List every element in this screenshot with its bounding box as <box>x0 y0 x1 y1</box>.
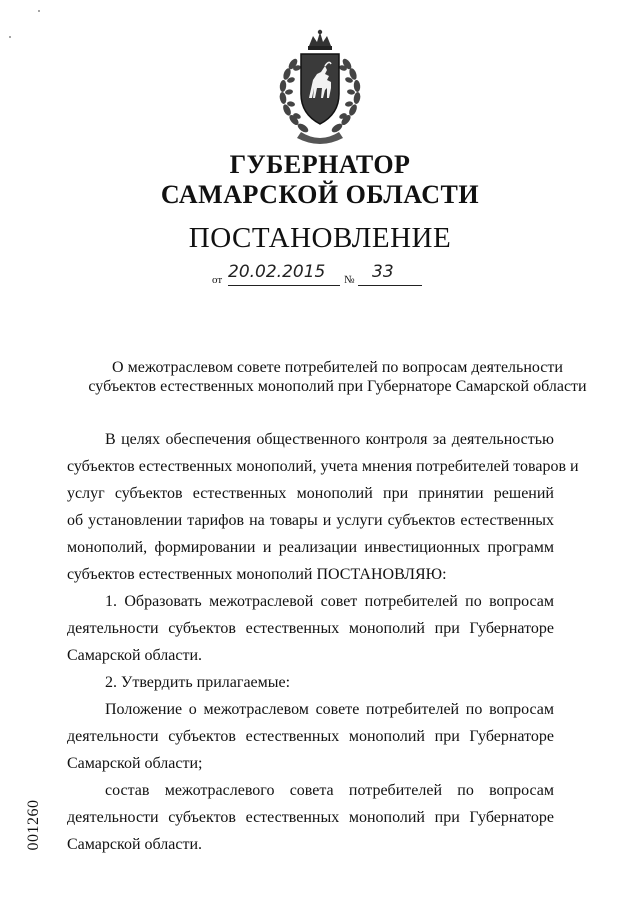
body-line: Самарской области. <box>67 647 202 664</box>
date-underline <box>228 285 340 286</box>
coat-of-arms-emblem <box>267 28 373 146</box>
body-line: об установлении тарифов на товары и услуги субъектов естественных <box>67 512 554 529</box>
stamp-number-text: 001260 <box>25 799 42 851</box>
body-line: состав межотраслевого совета потребителей по вопросам <box>105 782 554 799</box>
number-underline <box>358 285 422 286</box>
body-line: субъектов естественных монополий ПОСТАНОВЛЯЮ: <box>67 566 447 583</box>
body-line: деятельности субъектов естественных монополий при Губернаторе <box>67 620 554 637</box>
body-line: субъектов естественных монополий, учета мнения потребителей товаров и <box>67 458 579 475</box>
body-line: Самарской области; <box>67 755 203 772</box>
body-line: Самарской области. <box>67 836 202 853</box>
issuer-title-line2: САМАРСКОЙ ОБЛАСТИ <box>160 180 480 209</box>
date-from-label: от <box>212 274 223 286</box>
body-line: монополий, формировании и реализации инвестиционных программ <box>67 539 554 556</box>
subject-line-2: субъектов естественных монополий при Губернаторе Самарской области <box>88 378 587 395</box>
number-label: № <box>344 274 355 286</box>
handwritten-number: 33 <box>372 262 394 282</box>
body-line: Положение о межотраслевом совете потребителей по вопросам <box>105 701 554 718</box>
body-line: 1. Образовать межотраслевой совет потребителей по вопросам <box>105 593 554 610</box>
registration-stamp-number <box>19 792 49 862</box>
body-line: деятельности субъектов естественных монополий при Губернаторе <box>67 809 554 826</box>
document-type-title: ПОСТАНОВЛЕНИЕ <box>188 222 452 254</box>
scan-speck <box>38 10 40 12</box>
issuer-title-line1: ГУБЕРНАТОР <box>229 150 411 179</box>
body-line: 2. Утвердить прилагаемые: <box>105 674 291 691</box>
scan-speck <box>9 36 11 38</box>
handwritten-date: 20.02.2015 <box>228 262 326 282</box>
body-line: В целях обеспечения общественного контроля за деятельностью <box>105 431 554 448</box>
body-line: услуг субъектов естественных монополий при принятии решений <box>67 485 554 502</box>
body-line: деятельности субъектов естественных монополий при Губернаторе <box>67 728 554 745</box>
subject-line-1: О межотраслевом совете потребителей по вопросам деятельности <box>112 359 563 376</box>
